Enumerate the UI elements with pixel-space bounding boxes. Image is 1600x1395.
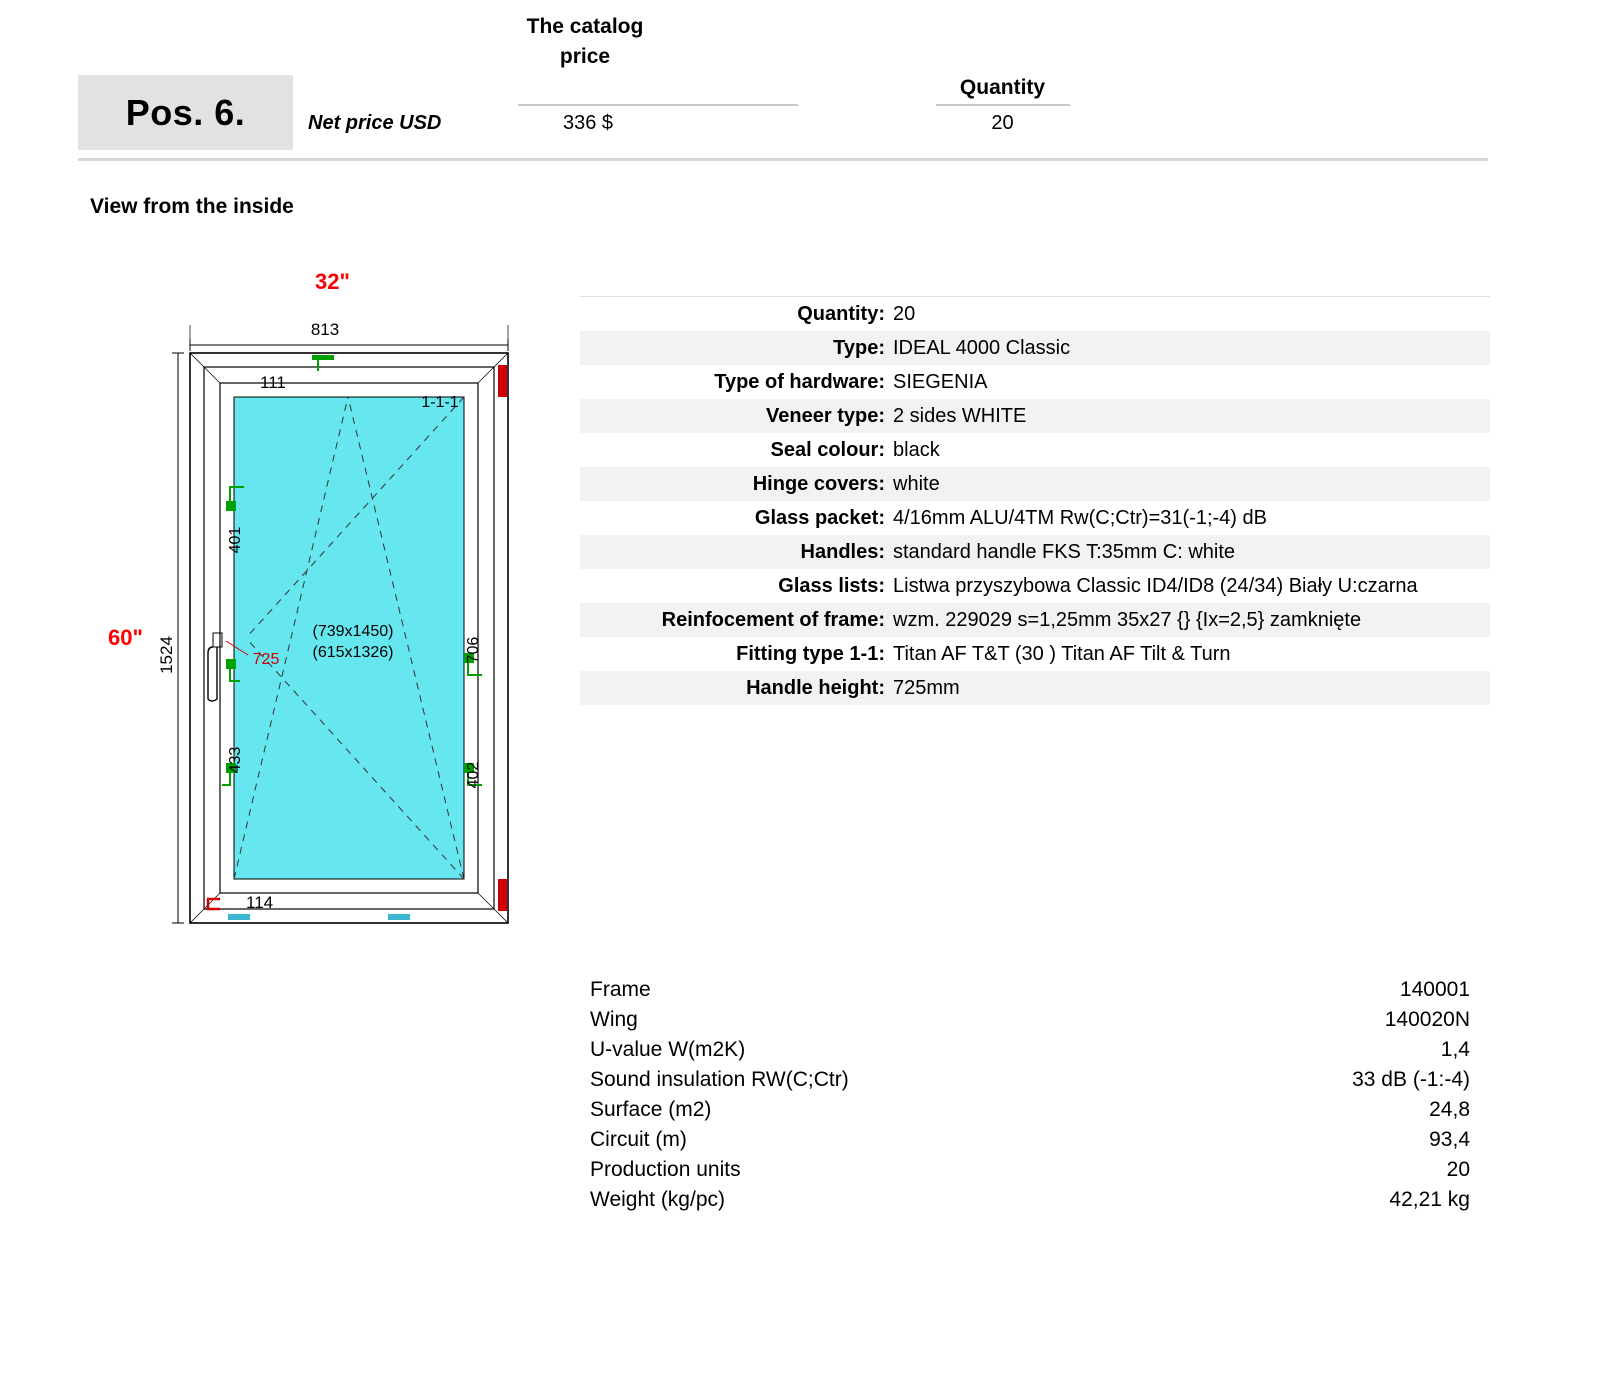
- spec-value: standard handle FKS T:35mm C: white: [893, 541, 1236, 563]
- spec-row: [580, 365, 1490, 399]
- svg-text:433: 433: [227, 746, 244, 774]
- summary-value: 1,4: [1440, 1038, 1470, 1061]
- header-quantity-label: Quantity: [959, 76, 1046, 99]
- svg-text:401: 401: [227, 526, 244, 554]
- position-label: Pos. 6.: [125, 91, 246, 133]
- spec-value: IDEAL 4000 Classic: [893, 337, 1071, 359]
- summary-label: Wing: [590, 1008, 638, 1031]
- spec-key: Fitting type 1-1:: [736, 643, 885, 665]
- spec-value: Titan AF T&T (30 ) Titan AF Tilt & Turn: [893, 643, 1231, 665]
- spec-row: [580, 535, 1490, 569]
- summary-value: 42,21 kg: [1389, 1188, 1470, 1211]
- svg-text:706: 706: [465, 636, 482, 664]
- spec-value: SIEGENIA: [893, 371, 988, 393]
- summary-table: [590, 975, 1470, 1215]
- spec-row: [580, 501, 1490, 535]
- summary-row: [590, 1155, 1470, 1185]
- spec-value: black: [893, 439, 940, 461]
- summary-row: [590, 1095, 1470, 1125]
- spec-row: [580, 331, 1490, 365]
- spec-key: Type:: [833, 337, 885, 359]
- catalog-price-divider: [518, 104, 798, 106]
- spec-key: Hinge covers:: [752, 473, 885, 495]
- summary-label: Surface (m2): [590, 1098, 712, 1121]
- summary-label: Circuit (m): [590, 1128, 687, 1151]
- summary-row: [590, 975, 1470, 1005]
- summary-row: [590, 1035, 1470, 1065]
- spec-key: Glass packet:: [754, 507, 885, 529]
- position-badge: [78, 75, 293, 150]
- spec-key: Type of hardware:: [714, 371, 885, 393]
- summary-value: 140020N: [1384, 1008, 1470, 1031]
- specification-table: [580, 296, 1490, 705]
- catalog-price-label: The catalog price: [526, 15, 644, 68]
- spec-row: [580, 671, 1490, 705]
- summary-label: U-value W(m2K): [590, 1038, 746, 1061]
- svg-text:1-1-1: 1-1-1: [421, 394, 459, 411]
- summary-label: Frame: [590, 978, 651, 1001]
- spec-key: Veneer type:: [766, 405, 885, 427]
- spec-row: [580, 433, 1490, 467]
- spec-value: Listwa przyszybowa Classic ID4/ID8 (24/34) Biały U:czarna: [893, 575, 1418, 597]
- svg-text:114: 114: [246, 893, 274, 912]
- spec-row: [580, 467, 1490, 501]
- spec-key: Quantity:: [797, 303, 885, 325]
- summary-value: 33 dB (-1:-4): [1352, 1068, 1470, 1091]
- spec-row: [580, 399, 1490, 433]
- svg-text:1524: 1524: [157, 636, 176, 674]
- svg-text:402: 402: [465, 761, 482, 789]
- spec-row: [580, 603, 1490, 637]
- spec-row: [580, 297, 1490, 331]
- summary-row: [590, 1005, 1470, 1035]
- spec-key: Seal colour:: [770, 439, 885, 461]
- net-price-label: Net price USD: [308, 112, 442, 134]
- svg-text:111: 111: [260, 373, 286, 392]
- spec-value: 725mm: [893, 677, 960, 699]
- svg-text:(739x1450): (739x1450): [312, 623, 394, 640]
- header-divider: [78, 158, 1488, 161]
- spec-key: Reinfocement of frame:: [661, 609, 885, 631]
- spec-key: Handles:: [800, 541, 885, 563]
- height-inch-label: 60": [108, 625, 143, 650]
- spec-value: wzm. 229029 s=1,25mm 35x27 {} {Ix=2,5} zamknięte: [893, 609, 1362, 631]
- spec-row: [580, 637, 1490, 671]
- summary-row: [590, 1125, 1470, 1155]
- spec-value: 4/16mm ALU/4TM Rw(C;Ctr)=31(-1;-4) dB: [893, 507, 1267, 529]
- summary-value: 93,4: [1429, 1128, 1470, 1151]
- summary-value: 20: [1446, 1158, 1470, 1181]
- spec-value: 20: [893, 303, 916, 325]
- catalog-price-value: 336 $: [562, 112, 614, 134]
- svg-text:(615x1326): (615x1326): [312, 644, 394, 661]
- summary-value: 24,8: [1429, 1098, 1470, 1121]
- view-label: View from the inside: [90, 195, 294, 218]
- summary-label: Production units: [590, 1158, 741, 1181]
- spec-row: [580, 569, 1490, 603]
- header-quantity-value: 20: [991, 112, 1014, 134]
- summary-label: Sound insulation RW(C;Ctr): [590, 1068, 849, 1091]
- summary-row: [590, 1065, 1470, 1095]
- svg-text:813: 813: [310, 320, 340, 339]
- summary-row: [590, 1185, 1470, 1215]
- header: [0, 0, 1540, 163]
- header-quantity-divider: [936, 104, 1070, 106]
- window-technical-drawing: [100, 255, 540, 945]
- width-inch-label: 32": [315, 269, 350, 294]
- summary-value: 140001: [1399, 978, 1470, 1001]
- spec-key: Handle height:: [746, 677, 885, 699]
- spec-value: 2 sides WHITE: [893, 405, 1027, 427]
- summary-label: Weight (kg/pc): [590, 1188, 725, 1211]
- spec-key: Glass lists:: [778, 575, 885, 597]
- spec-value: white: [893, 473, 940, 495]
- svg-text:725: 725: [252, 651, 280, 668]
